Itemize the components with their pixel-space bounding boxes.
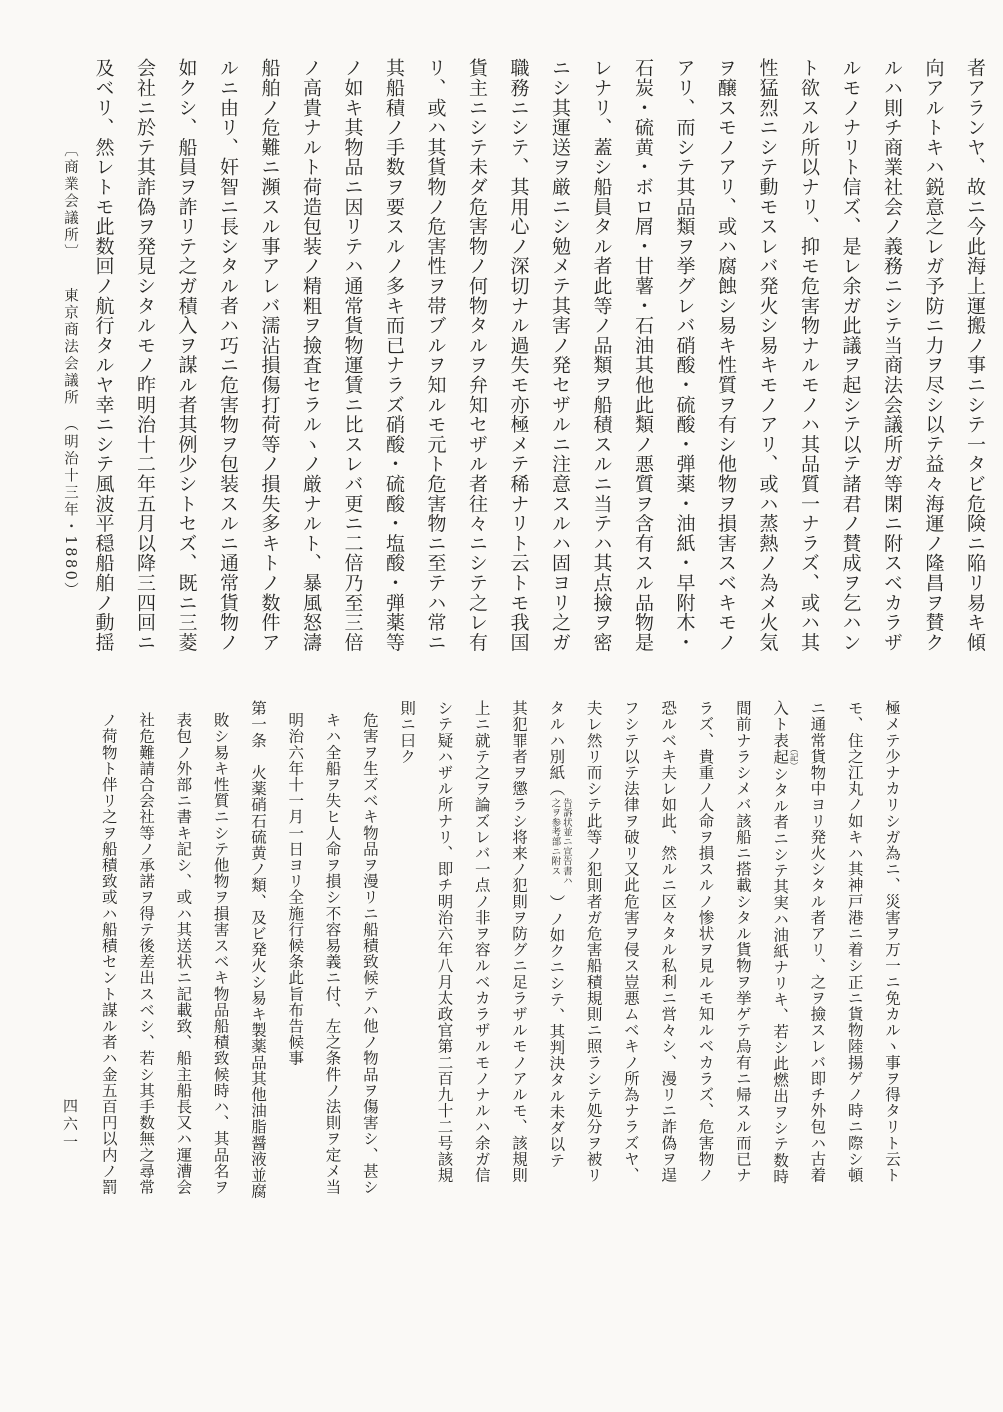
text-column: 其船積ノ手数ヲ要スルノ多キ而已ナラズ硝酸・硫酸・塩酸・弾薬等 [383,58,405,652]
text-column: ルハ則チ商業社会ノ義務ニシテ当商法会議所ガ等閑ニ附スベカラザ [881,58,903,652]
text-column: 間前ナラシメバ該船ニ搭載シタル貨物ヲ挙ゲテ烏有ニ帰スル而已ナ [733,700,752,1183]
text-column: レナリ、蓋シ船員タル者此等ノ品類ヲ船積スルニ当テハ其点撿ヲ密 [590,58,613,652]
text-column: ノ如キ其物品ニ因リテハ通常貨物運賃ニ比スレバ更ニ二倍乃至三倍 [341,58,364,652]
column-text: シタル者ニシテ其実ハ油紙ナリキ、若シ此燃出ヲシテ数時 [771,765,790,1185]
text-column: ノ荷物ト伴リ之ヲ船積致或ハ船積セント謀ル者ハ金五百円以内ノ罰 [99,712,118,1195]
text-column: 職務ニシテ、其用心ノ深切ナル過失モ亦極メテ稀ナリト云トモ我国 [507,58,530,652]
text-column: 夫レ然リ而シテ此等ノ犯則者ガ危害船積規則ニ照ラシテ処分ヲ被リ [584,700,603,1183]
text-column-with-gloss [761,700,798,1210]
text-column: ノ高貴ナルト荷造包装ノ精粗ヲ撿査セラルヽノ厳ナルト、暴風怒濤 [300,58,322,652]
text-column: 社危難請合会社等ノ承諾ヲ得テ後差出スベシ、若シ其手数無之尋常 [137,712,156,1195]
text-column: ルモノナリト信ズ、是レ余ガ此議ヲ起シテ以テ諸君ノ賛成ヲ乞ハン [839,58,862,652]
text-column: フシテ以テ法律ヲ破リ又此危害ヲ侵ス豈悪ムベキノ所為ナラズヤ、 [621,700,640,1183]
text-column: ラズ、貴重ノ人命ヲ損スルノ惨状ヲ見ルモ知ルベカラズ、危害物ノ [696,700,715,1183]
top-text-block [80,58,995,654]
column-text: 入ト表 [771,700,790,749]
text-column: 向アルトキハ鋭意之レガ予防ニ力ヲ尽シ以テ益々海運ノ隆昌ヲ賛ク [922,58,945,652]
text-column: 上ニ就テ之ヲ論ズレバ一点ノ非ヲ容ルベカラザルモノナルハ余ガ信 [472,700,491,1183]
text-column: リ、或ハ其貨物ノ危害性ヲ帯ブルヲ知ルモ元ト危害物ニ至テハ常ニ [424,58,447,652]
page-number: 四六一 [61,1098,79,1152]
text-column: 第一条 火薬硝石硫黄ノ類、及ビ発火シ易キ製薬品其他油脂醤液並腐 [248,700,267,1200]
warichu-line: 之ヲ参考部ニ附ス [549,797,561,876]
text-column: ニシ其運送ヲ厳ニシ勉メテ其害ノ発セザルニ注意スルハ固ヨリ之ガ [549,58,571,652]
warichu-note [549,798,572,894]
text-column: 者アランヤ、故ニ今此海上運搬ノ事ニシテ一タビ危険ニ陥リ易キ傾 [964,58,986,652]
text-column: 明治六年十一月一日ヨリ全施行候条此旨布告候事 [286,712,305,1067]
text-column: 及ベリ、然レトモ此数回ノ航行タルヤ幸ニシテ風波平穏船舶ノ動揺 [92,58,115,652]
text-column: 其犯罪者ヲ懲ラシ将来ノ犯則ヲ防グニ足ラザルモノアルモ、該規則 [510,700,529,1183]
text-column: 極メテ少ナカリシガ為ニ、災害ヲ万一ニ免カルヽ事ヲ得タリト云ト [883,700,901,1183]
warichu-line: 告訴状並ニ宣告書ハ [560,797,572,885]
text-column: 則ニ曰ク [398,700,417,765]
column-text: タルハ別紙（ [547,700,566,797]
text-column-with-warichu [537,700,574,1210]
text-column: 危害ヲ生ズベキ物品ヲ漫リニ船積致候テハ他ノ物品ヲ傷害シ、甚シ [360,712,379,1195]
attribution-line: 〔商業会議所〕 東京商法会議所 （明治十三年・1880） [62,142,78,600]
text-column: 恐ルベキ夫レ如此、然ルニ区々タル私利ニ営々シ、漫リニ詐偽ヲ逞 [659,700,678,1183]
gloss-text: （記） [788,744,799,770]
text-column: 性猛烈ニシテ動モスレバ発火シ易キモノアリ、或ハ蒸熱ノ為メ火気 [756,58,779,652]
text-column: 如クシ、船員ヲ詐リテ之ガ積入ヲ謀ル者其例少シトセズ、既ニ三菱 [175,58,198,652]
text-column: ト欲スル所以ナリ、抑モ危害物ナルモノハ其品質一ナラズ、或ハ其 [798,58,820,652]
text-column: キハ全船ヲ失ヒ人命ヲ損シ不容易義ニ付、左之条件ノ法則ヲ定メ当 [323,712,342,1195]
text-column: ニ通常貨物中ヨリ発火シタル者アリ、之ヲ撿スレバ即チ外包ハ古着 [808,700,827,1183]
text-column: 会社ニ於テ其詐偽ヲ発見シタルモノ昨明治十二年五月以降三四回ニ [134,58,156,652]
kanji-gloss [771,744,799,770]
text-column: ルニ由リ、奸智ニ長シタル者ハ巧ニ危害物ヲ包装スルニ通常貨物ノ [217,58,239,652]
text-column: シテ疑ハザル所ナリ、即チ明治六年八月太政官第二百九十二号該規 [435,700,454,1183]
text-column: 表包ノ外部ニ書キ記シ、或ハ其送状ニ記載致、船主船長又ハ運漕会 [174,712,193,1195]
text-column: アリ、而シテ其品類ヲ挙グレバ硝酸・硫酸・弾薬・油紙・早附木・ [673,58,696,652]
bottom-text-block [88,700,910,1210]
column-text: ）ノ如クニシテ、其判決タル未ダ以テ [547,894,566,1169]
text-column: 船舶ノ危難ニ瀕スル事アレバ濡沾損傷打荷等ノ損失多キトノ数件ア [258,58,281,652]
text-column: ヲ醸スモノアリ、或ハ腐蝕シ易キ性質ヲ有シ他物ヲ損害スベキモノ [715,58,737,652]
text-column: 敗シ易キ性質ニシテ他物ヲ損害スベキ物品船積致候時ハ、其品名ヲ [211,712,230,1195]
gloss-base: 起 [771,744,790,770]
text-column: 貨主ニシテ未ダ危害物ノ何物タルヲ弁知セザル者往々ニシテ之レ有 [466,58,488,652]
text-column: 石炭・硫黄・ボロ屑・甘薯・石油其他此類ノ悪質ヲ含有スル品物是 [632,58,654,652]
text-column: モ、住之江丸ノ如キハ其神戸港ニ着シ正ニ貨物陸揚ゲノ時ニ際シ頓 [845,700,864,1183]
